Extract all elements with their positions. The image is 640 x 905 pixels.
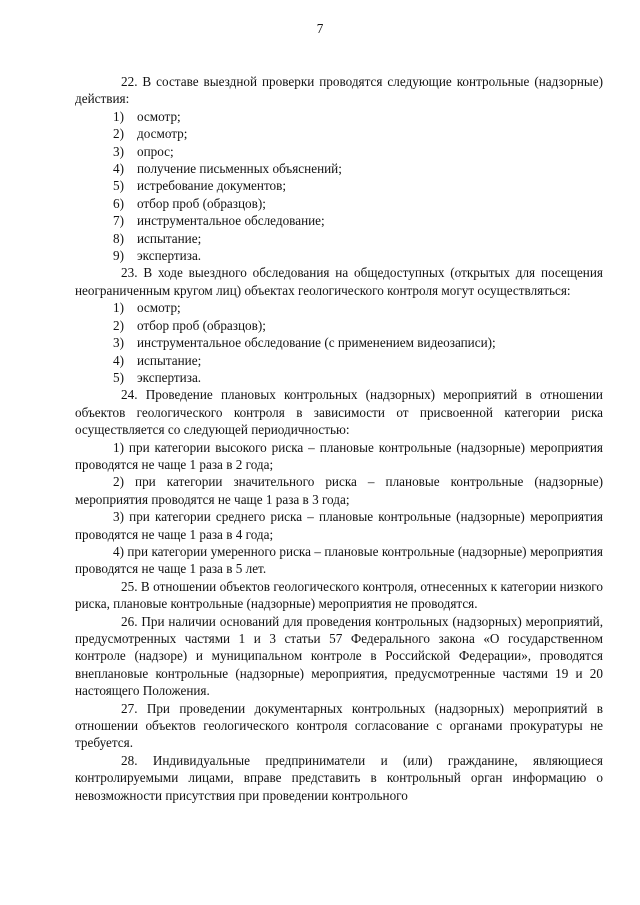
list-item: 6) отбор проб (образцов);	[113, 195, 266, 211]
list-item: 1) осмотр;	[113, 108, 181, 124]
paragraph-26: 26. При наличии оснований для проведения контрольных (надзорных) мероприятий, предусмотренных частями 1 и 3 статьи 57 Федерального закона «О государственном контроле (надзоре) и муниципальном контроле в Российской Федерации», проводятся внеплановые контрольные (надзорные) мероприятия, предусмотренные частями 19 и 20 настоящего Положения.	[75, 613, 603, 699]
list-22	[75, 108, 603, 265]
list-item: 4) получение письменных объяснений;	[113, 161, 342, 177]
list-item: 2) отбор проб (образцов);	[113, 317, 266, 333]
list-item: 5) истребование документов;	[113, 178, 287, 194]
list-item: 1) при категории высокого риска – плановые контрольные (надзорные) мероприятия проводятся не чаще 1 раза в 2 года;	[75, 439, 603, 472]
list-item: 4) при категории умеренного риска – плановые контрольные (надзорные) мероприятия проводятся не чаще 1 раза в 5 лет.	[75, 543, 603, 577]
list-item: 7) инструментальное обследование;	[113, 213, 325, 229]
list-item: 3) инструментальное обследование (с применением видеозаписи);	[113, 335, 496, 351]
paragraph-22: 22. В составе выездной проверки проводятся следующие контрольные (надзорные) действия:	[75, 74, 603, 107]
list-23	[75, 299, 603, 386]
list-item: 3) при категории среднего риска – плановые контрольные (надзорные) мероприятия проводятся не чаще 1 раза в 4 года;	[75, 509, 603, 542]
paragraph-23: 23. В ходе выездного обследования на общедоступных (открытых для посещения неограниченным кругом лиц) объектах геологического контроля могут осуществляться:	[75, 265, 603, 298]
list-item: 3) опрос;	[113, 143, 174, 159]
list-item: 1) осмотр;	[113, 300, 181, 316]
list-item: 2) при категории значительного риска – плановые контрольные (надзорные) мероприятия проводятся не чаще 1 раза в 3 года;	[75, 474, 603, 507]
paragraph-24: 24. Проведение плановых контрольных (надзорных) мероприятий в отношении объектов геологического контроля в зависимости от присвоенной категории риска осуществляется со следующей периодичностью:	[75, 387, 603, 438]
document-body	[75, 73, 603, 804]
list-item: 5) экспертиза.	[113, 369, 202, 385]
paragraph-28: 28. Индивидуальные предприниматели и (или) гражданине, являющиеся контролируемыми лицами, вправе представить в контрольный орган информацию о невозможности присутствия при проведении контрольного	[75, 752, 603, 803]
list-item: 4) испытание;	[113, 352, 202, 368]
list-item: 2) досмотр;	[113, 126, 188, 142]
paragraph-27: 27. При проведении документарных контрольных (надзорных) мероприятий в отношении объектов геологического контроля согласование с органами прокуратуры не требуется.	[75, 700, 603, 751]
list-item: 8) испытание;	[113, 230, 202, 246]
paragraph-25: 25. В отношении объектов геологического контроля, отнесенных к категории низкого риска, плановые контрольные (надзорные) мероприятия не проводятся.	[75, 578, 603, 612]
list-item: 9) экспертиза.	[113, 248, 202, 264]
page-number: 7	[316, 21, 324, 36]
